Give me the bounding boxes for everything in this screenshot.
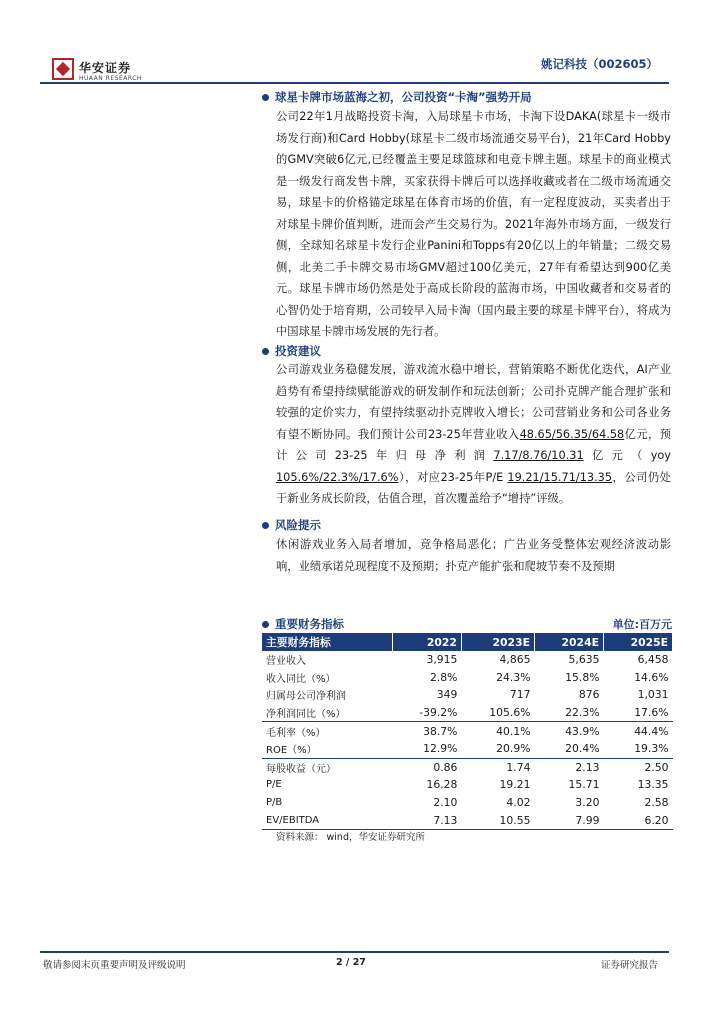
table-row: 每股收益（元） 0.86 1.74 2.13 2.50 xyxy=(262,758,673,776)
brand-logo-icon xyxy=(52,58,74,80)
column-header: 2025E xyxy=(603,633,672,651)
table-row: 净利润同比（%） -39.2% 105.6% 22.3% 17.6% xyxy=(266,706,669,721)
column-header: 主要财务指标 xyxy=(262,633,393,651)
section-heading-financials: 重要财务指标 xyxy=(262,616,344,632)
brand-name: 华安证券 xyxy=(79,61,132,75)
table-row: 收入同比（%） 2.8% 24.3% 15.8% 14.6% xyxy=(266,670,669,685)
data-source-note: 资料来源： wind，华安证券研究所 xyxy=(276,832,425,843)
table-row: 营业收入 3,915 4,865 5,635 6,458 xyxy=(266,653,669,668)
pe-forecast: 19.21/15.71/13.35 xyxy=(507,470,613,484)
section-heading-card-market: 球星卡牌市场蓝海之初，公司投资“卡淘”强势开局 xyxy=(262,89,532,105)
section-heading-investment: 投资建议 xyxy=(262,343,321,359)
header-divider xyxy=(40,82,669,84)
section-heading-risk: 风险提示 xyxy=(262,517,321,533)
table-row: P/E 16.28 19.21 15.71 13.35 xyxy=(266,778,669,792)
card-market-paragraph: 公司22年1月战略投资卡淘，入局球星卡市场，卡淘下设DAKA(球星卡一级市场发行商)和Card Hobby(球星卡二级市场流通交易平台)，21年Card Hobby的GMV突破6亿元,已经覆盖主要足球篮球和电竞卡牌主题。球星卡的商业模式是一级发行商发售卡牌，买家获得卡牌后可以选择收藏或者在二级市场流通交易，球星卡的价格锚定球星在体育市场的价值，有一定程度波动，买卖者出于对球星卡牌价值判断，进而会产生交易行为。2021年海外市场方面，一级发行侧，全球知名球星卡发行企业Panini和Topps有20亿以上的年销量；二级交易侧，北美二手卡牌交易市场GMV超过100亿美元，27年有希望达到900亿美元。球星卡牌市场仍然是处于高成长阶段的蓝海市场，中国收藏者和交易者的心智仍处于培育期，公司较早入局卡淘（国内最主要的球星卡牌平台），将成为中国球星卡牌市场发展的先行者。 xyxy=(276,110,671,338)
report-type: 证券研究报告 xyxy=(600,960,658,971)
table-row: 毛利率（%） 38.7% 40.1% 43.9% 44.4% xyxy=(262,722,673,740)
page-number: 2 / 27 xyxy=(336,957,366,968)
risk-paragraph: 休闲游戏业务入局者增加，竞争格局恶化；广告业务受整体宏观经济波动影响，业绩承诺兑现程度不及预期；扑克产能扩张和爬坡节奏不及预期 xyxy=(276,538,671,573)
financial-table xyxy=(262,633,673,830)
table-header-row xyxy=(262,633,673,651)
footer-disclaimer: 敬请参阅末页重要声明及评级说明 xyxy=(43,960,186,971)
column-header: 2022 xyxy=(393,633,462,651)
footer-divider xyxy=(40,951,669,953)
net-profit-forecast: 7.17/8.76/10.31 xyxy=(493,449,584,462)
table-row: 归属母公司净利润 349 717 876 1,031 xyxy=(266,688,669,703)
yoy-forecast: 105.6%/22.3%/17.6% xyxy=(276,470,399,484)
table-row: EV/EBITDA 7.13 10.55 7.99 6.20 xyxy=(262,811,673,829)
bullet-icon xyxy=(262,522,269,529)
investment-paragraph: 公司游戏业务稳健发展，游戏流水稳中增长，营销策略不断优化迭代，AI产业趋势有希望持续赋能游戏的研发制作和玩法创新；公司扑克牌产能合理扩张和较强的定价实力，有望持续驱动扑克牌收入增长；公司营销业务和公司各业务有望不断协同。我们预计公司23-25年营业收入48.65/56.35/64.58亿元，预计公司23-25年归母净利润7.17/8.76/10.31亿元（yoy 105.6%/22.3%/17.6%），对应23-25年P/E 19.21/15.71/13.35，公司仍处于新业务成长阶段，估值合理，首次覆盖给予“增持”评级。 xyxy=(276,363,671,505)
revenue-forecast: 48.65/56.35/64.58 xyxy=(519,427,625,441)
column-header: 2023E xyxy=(461,633,534,651)
bullet-icon xyxy=(262,94,269,101)
brand-name-en: HUAAN RESEARCH xyxy=(79,75,142,82)
bullet-icon xyxy=(262,621,269,628)
table-row: ROE（%） 12.9% 20.9% 20.4% 19.3% xyxy=(266,742,669,757)
table-row: P/B 2.10 4.02 3.20 2.58 xyxy=(266,796,669,810)
units-label: 单位:百万元 xyxy=(612,618,672,631)
bullet-icon xyxy=(262,348,269,355)
company-title: 姚记科技（002605） xyxy=(540,57,658,71)
column-header: 2024E xyxy=(534,633,603,651)
